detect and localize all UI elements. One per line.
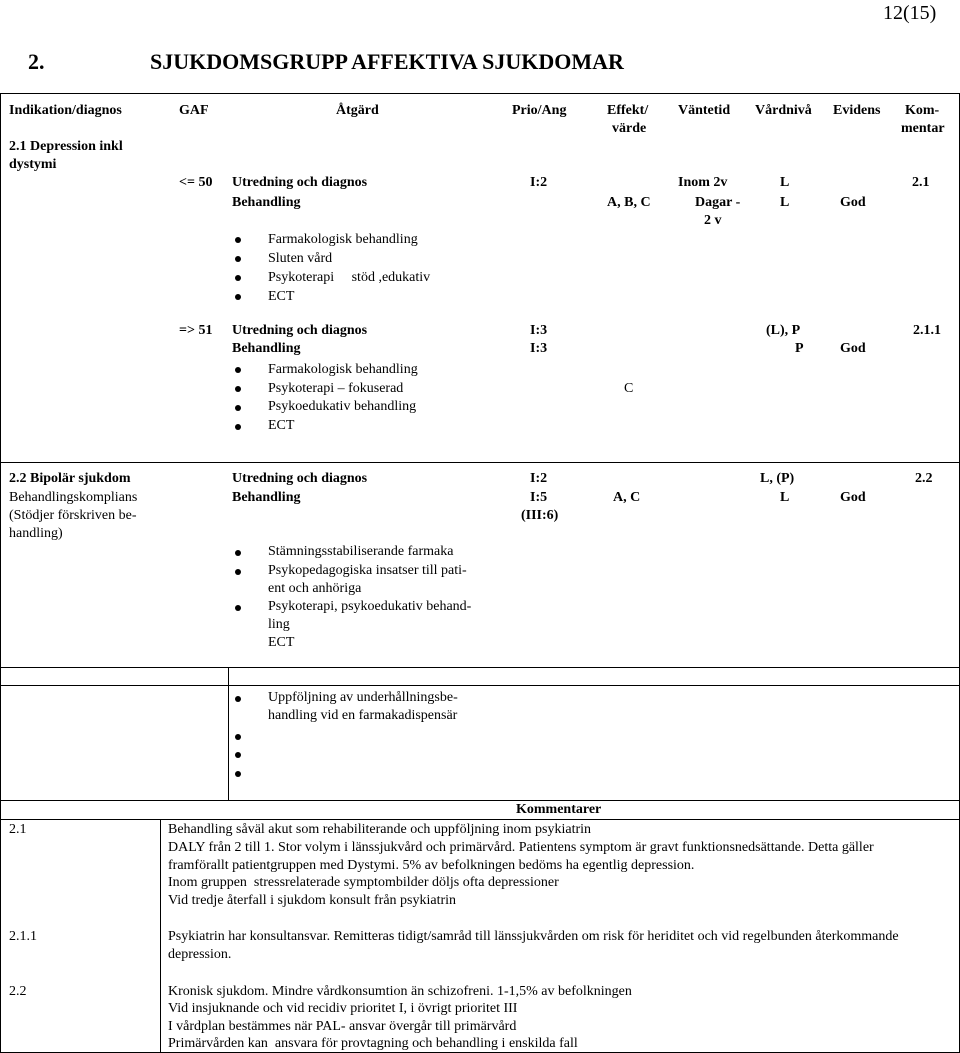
- diagnosis-sublabel: Behandlingskomplians: [9, 490, 138, 505]
- comment-line: Kronisk sjukdom. Mindre vårdkonsumtion än schizofreni. 1-1,5% av befolkningen: [168, 984, 632, 999]
- prio-value: (III:6): [521, 508, 559, 523]
- diagnosis-label: 2.1 Depression inkl: [9, 139, 123, 154]
- comment-line: Behandling såväl akut som rehabiliterande och uppföljning inom psykiatrin: [168, 822, 592, 837]
- atgard-value: Behandling: [232, 195, 301, 210]
- bullet-icon: [235, 696, 241, 702]
- list-item: Farmakologisk behandling: [268, 362, 418, 377]
- comment-line: Psykiatrin har konsultansvar. Remitteras tidigt/samråd till länssjukvården om risk för heriditet och vid regelbunden återkommande: [168, 929, 899, 944]
- table-divider: [0, 685, 960, 686]
- list-item-continuation: ent och anhöriga: [268, 581, 362, 596]
- evidens-value: God: [840, 490, 866, 505]
- kommentar-ref: 2.2: [915, 471, 933, 486]
- bullet-icon: [235, 294, 241, 300]
- evidens-value: God: [840, 341, 866, 356]
- bullet-icon: [235, 367, 241, 373]
- comment-line: Primärvården kan ansvara för provtagning och behandling i enskilda fall: [168, 1036, 578, 1051]
- table-left-border: [0, 93, 1, 1053]
- bullet-icon: [235, 569, 241, 575]
- diagnosis-sublabel: handling): [9, 526, 63, 541]
- bullet-icon: [235, 771, 241, 777]
- bullet-icon: [235, 386, 241, 392]
- prio-value: I:5: [530, 490, 548, 505]
- list-item: ECT: [268, 289, 295, 304]
- header-evidens: Evidens: [833, 103, 881, 118]
- atgard-value: Utredning och diagnos: [232, 471, 368, 486]
- list-item: ECT: [268, 418, 295, 433]
- list-item: Stämningsstabiliserande farmaka: [268, 544, 454, 559]
- header-vardniva: Vårdnivå: [755, 103, 812, 118]
- comment-line: depression.: [168, 947, 232, 962]
- comment-line: framförallt patientgruppen med Dystymi. 5% av befolkningen bedöms ha egentlig depression.: [168, 858, 695, 873]
- prio-value: A, B, C: [607, 195, 651, 210]
- header-prio: Prio/Ang: [512, 103, 567, 118]
- vardniva-value: L: [780, 195, 790, 210]
- effekt-value: C: [624, 381, 634, 396]
- comment-line: Inom gruppen stressrelaterade symptombilder döljs ofta depressioner: [168, 875, 559, 890]
- table-divider: [0, 667, 960, 668]
- list-item: Psykopedagogiska insatser till pati-: [268, 563, 467, 578]
- header-indikation: Indikation/diagnos: [9, 103, 122, 118]
- comment-line: Vid tredje återfall i sjukdom konsult från psykiatrin: [168, 893, 457, 908]
- bullet-icon: [235, 256, 241, 262]
- header-kommentar-1: Kom-: [905, 103, 940, 118]
- list-item: ECT: [268, 635, 295, 650]
- atgard-value: Behandling: [232, 490, 301, 505]
- list-item: Psykoterapi – fokuserad: [268, 381, 404, 396]
- effekt-value: A, C: [613, 490, 641, 505]
- vardniva-value: P: [795, 341, 804, 356]
- comment-number: 2.1.1: [9, 929, 37, 944]
- atgard-value: Utredning och diagnos: [232, 323, 368, 338]
- kommentar-ref: 2.1.1: [913, 323, 941, 338]
- header-effekt-2: värde: [612, 121, 647, 136]
- diagnosis-label: 2.2 Bipolär sjukdom: [9, 471, 131, 486]
- header-effekt-1: Effekt/: [607, 103, 649, 118]
- list-item: Uppföljning av underhållningsbe-: [268, 690, 458, 705]
- bullet-icon: [235, 237, 241, 243]
- vardniva-value: L: [780, 175, 790, 190]
- list-item: Sluten vård: [268, 251, 333, 266]
- atgard-value: Utredning och diagnos: [232, 175, 368, 190]
- header-gaf: GAF: [179, 103, 209, 118]
- bullet-icon: [235, 734, 241, 740]
- prio-value: I:3: [530, 323, 548, 338]
- bullet-icon: [235, 275, 241, 281]
- vardniva-value: L, (P): [760, 471, 795, 486]
- page-number: 12(15): [883, 2, 937, 24]
- prio-value: I:3: [530, 341, 548, 356]
- vardniva-value: L: [780, 490, 790, 505]
- prio-value: I:2: [530, 175, 548, 190]
- gaf-value: => 51: [179, 323, 213, 338]
- list-item: Psykoterapi stöd ,edukativ: [268, 270, 431, 285]
- gaf-value: <= 50: [179, 175, 213, 190]
- kommentar-ref: 2.1: [912, 175, 930, 190]
- table-column-divider: [160, 819, 161, 1052]
- vantetid-value: Dagar -: [695, 195, 741, 210]
- table-divider: [0, 800, 960, 801]
- list-item: Psykoterapi, psykoedukativ behand-: [268, 599, 472, 614]
- table-divider: [0, 462, 960, 463]
- list-item: Farmakologisk behandling: [268, 232, 418, 247]
- header-atgard: Åtgärd: [336, 103, 379, 118]
- diagnosis-label: dystymi: [9, 157, 57, 172]
- table-column-divider: [228, 667, 229, 800]
- header-vantetid: Väntetid: [678, 103, 731, 118]
- section-number: 2.: [28, 49, 45, 74]
- evidens-value: God: [840, 195, 866, 210]
- table-divider: [0, 819, 960, 820]
- page-title: SJUKDOMSGRUPP AFFEKTIVA SJUKDOMAR: [150, 49, 624, 74]
- bullet-icon: [235, 550, 241, 556]
- bullet-icon: [235, 752, 241, 758]
- diagnosis-sublabel: (Stödjer förskriven be-: [9, 508, 137, 523]
- comment-line: Vid insjuknande och vid recidiv prioritet I, i övrigt prioritet III: [168, 1001, 518, 1016]
- list-item: Psykoedukativ behandling: [268, 399, 417, 414]
- bullet-icon: [235, 405, 241, 411]
- vantetid-value: Inom 2v: [678, 175, 728, 190]
- prio-value: I:2: [530, 471, 548, 486]
- list-item-continuation: ling: [268, 617, 290, 632]
- header-kommentar-2: mentar: [901, 121, 945, 136]
- comment-line: I vårdplan bestämmes när PAL- ansvar övergår till primärvård: [168, 1019, 517, 1034]
- list-item-continuation: handling vid en farmakadispensär: [268, 708, 458, 723]
- comment-line: DALY från 2 till 1. Stor volym i länssjukvård och primärvård. Patientens symptom är gravt funktionsnedsättande. Detta gäller: [168, 840, 874, 855]
- comments-heading: Kommentarer: [516, 802, 602, 817]
- vardniva-value: (L), P: [766, 323, 801, 338]
- comment-number: 2.2: [9, 984, 27, 999]
- vantetid-value: 2 v: [704, 213, 722, 228]
- bullet-icon: [235, 605, 241, 611]
- atgard-value: Behandling: [232, 341, 301, 356]
- comment-number: 2.1: [9, 822, 27, 837]
- table-top-border: [0, 93, 960, 94]
- bullet-icon: [235, 424, 241, 430]
